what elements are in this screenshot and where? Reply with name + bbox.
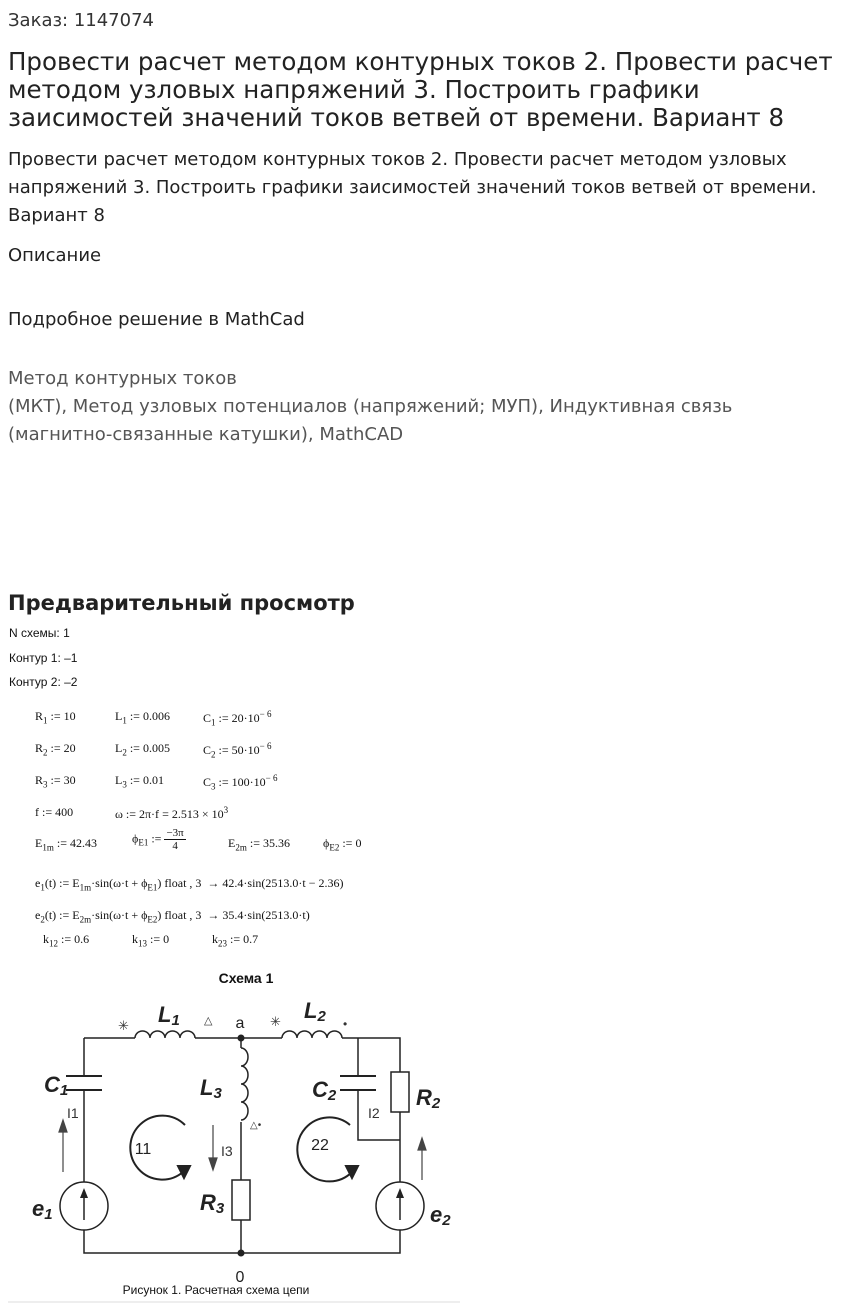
label-i2: I2	[368, 1105, 380, 1121]
param-omega: ω := $2\pi\cdot f = 2.513 \times 10^3$	[115, 805, 229, 821]
coupling-mark: ✳	[270, 1014, 281, 1029]
label-e2: e2	[430, 1202, 451, 1229]
resistor-r3	[232, 1180, 250, 1220]
source-e1	[60, 1182, 108, 1230]
param-phi-e1: $\phi_{E1}$ := $\frac{-3\pi}{4}$	[132, 827, 184, 852]
label-e1: e1	[32, 1196, 53, 1223]
scheme-number: N схемы: 1	[9, 626, 70, 640]
formula-e2: $e_2(t)$ := $E_{2m}\cdot\sin(\omega\cdot t + \phi_{E2})$ float , 3 → 35.4·sin(2513.0·t)	[35, 908, 310, 925]
tags-line: Метод контурных токов	[8, 368, 237, 389]
param-l2: $L_2$ := 0.005	[115, 741, 170, 758]
diagram-title: Схема 1	[218, 970, 274, 986]
contour-2: Контур 2: –2	[9, 675, 78, 689]
contour-1: Контур 1: –1	[9, 651, 78, 665]
param-c2: $C_2$ := $50\cdot 10^{- 6}$	[203, 741, 272, 760]
param-r3: $R_3$ := 30	[35, 773, 76, 790]
param-l1: $L_1$ := 0.006	[115, 709, 170, 726]
order-number: Заказ: 1147074	[8, 10, 154, 31]
description-heading: Описание	[8, 245, 102, 266]
param-l3: $L_3$ := 0.01	[115, 773, 164, 790]
capacitor-c2	[340, 1076, 376, 1090]
tags-block	[8, 365, 828, 449]
param-phi-e2: $\phi_{E2}$ := 0	[323, 836, 362, 853]
node-0-dot	[238, 1250, 245, 1257]
param-e1m: $E_{1m}$ := 42.43	[35, 836, 97, 853]
coupling-mark: •	[343, 1017, 348, 1031]
inductor-l1	[135, 1031, 195, 1038]
node-a-label: a	[235, 1015, 245, 1032]
loop-label-11: 11	[134, 1141, 152, 1158]
tags-line: (магнитно-связанные катушки), MathCAD	[8, 424, 404, 445]
coupling-mark: ✳	[118, 1018, 129, 1033]
label-l3: L3	[200, 1075, 222, 1102]
label-i3: I3	[221, 1143, 233, 1159]
solution-note: Подробное решение в MathCad	[8, 309, 305, 330]
coupling-mark: △•	[250, 1120, 262, 1131]
param-k23: $k_{23}$ := 0.7	[212, 932, 259, 949]
tags-line: (МКТ), Метод узловых потенциалов (напряжений; МУП), Индуктивная связь	[8, 396, 733, 417]
formula-e1: $e_1(t)$ := $E_{1m}\cdot\sin(\omega\cdot t + \phi_{E1})$ float , 3 → 42.4·sin(2513.0·t − 2.36)	[35, 876, 344, 893]
param-f: f := 400	[35, 805, 74, 819]
param-c3: $C_3$ := $100\cdot 10^{- 6}$	[203, 773, 278, 792]
inductor-l2	[282, 1031, 342, 1038]
node-0-label: 0	[235, 1269, 245, 1286]
label-r3: R3	[200, 1190, 225, 1217]
capacitor-c1	[66, 1076, 102, 1090]
page-subtitle: Провести расчет методом контурных токов 2. Провести расчет методом узловых напряжений 3. Построить графики заисимостей значений токов ветвей от времени. Вариант 8	[8, 149, 817, 226]
label-i1: I1	[67, 1105, 79, 1121]
resistor-r2	[391, 1072, 409, 1112]
source-e2	[376, 1182, 424, 1230]
label-c2: C2	[312, 1077, 337, 1104]
preview-heading: Предварительный просмотр	[8, 591, 355, 615]
param-k13: $k_{13}$ := 0	[132, 932, 170, 949]
label-l2: L2	[304, 998, 326, 1025]
label-l1: L1	[158, 1002, 180, 1029]
diagram-caption: Рисунок 1. Расчетная схема цепи	[122, 1283, 310, 1297]
page-title: Провести расчет методом контурных токов 2. Провести расчет методом узловых напряжений 3. Построить графики заисимостей значений токов ветвей от времени. Вариант 8	[8, 47, 833, 132]
circuit-diagram	[0, 965, 847, 1310]
label-c1: C1	[44, 1072, 69, 1099]
inductor-l3	[241, 1048, 248, 1120]
loop-label-22: 22	[311, 1137, 329, 1154]
param-c1: $C_1$ := $20\cdot 10^{- 6}$	[203, 709, 272, 728]
current-arrows	[59, 1120, 426, 1180]
coupling-mark: △	[204, 1015, 213, 1027]
node-a-dot	[238, 1035, 245, 1042]
param-e2m: $E_{2m}$ := 35.36	[228, 836, 290, 853]
param-r2: $R_2$ := 20	[35, 741, 76, 758]
param-k12: $k_{12}$ := 0.6	[43, 932, 90, 949]
label-r2: R2	[416, 1085, 441, 1112]
param-r1: $R_1$ := 10	[35, 709, 76, 726]
